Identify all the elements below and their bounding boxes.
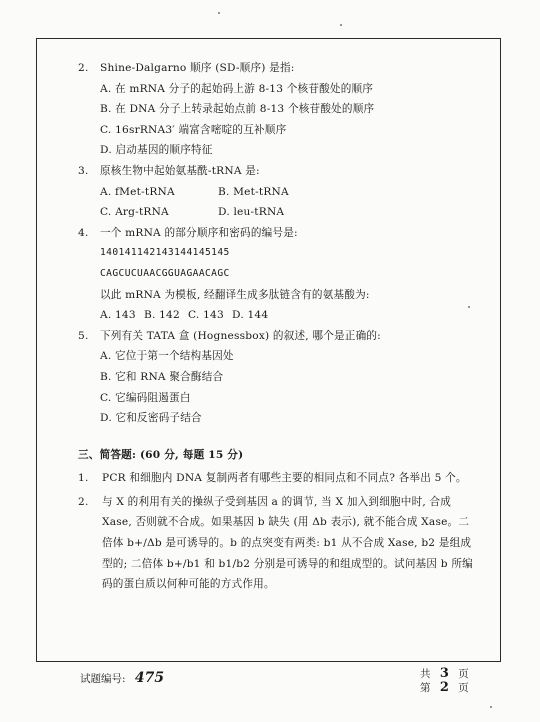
exam-code [80,670,164,686]
option-d: D. leu-tRNA [218,206,285,219]
current-page-label: 第 [420,682,431,694]
essay-question-2 [78,492,478,595]
essay-text: PCR 和细胞内 DNA 复制两者有哪些主要的相同点和不同点? 各举出 5 个。 [102,472,467,485]
scan-speck [490,706,492,708]
question-stem: 一个 mRNA 的部分顺序和密码的编号是: [100,226,298,239]
page-counter [420,667,469,695]
option-c: C. 它编码阻遏蛋白 [100,391,191,404]
question-number: 4. [78,226,89,239]
option-b: B. 在 DNA 分子上转录起始点前 8-13 个核苷酸处的顺序 [100,103,375,116]
question-substem: 以此 mRNA 为模板, 经翻译生成多肽链含有的氨基酸为: [100,288,370,301]
option-c: C. Arg-tRNA [100,206,169,219]
essay-text: 与 X 的利用有关的操纵子受到基因 a 的调节, 当 X 加入到细胞中时, 合成 Xase, 否则就不合成。如果基因 b 缺失 (用 Δb 表示), 就不能合成 Xase。二倍体 b+/Δb 是可诱导的。b 的点突变有两类: b1 从不合成 Xase, b2 是组成型的; 二倍体 b+/b1 和 b1/b2 分别是可诱导的和组成型的。试问基因 b 所编码的蛋白质以何种可能的方式作用。 [102,495,473,591]
total-pages-unit: 页 [458,668,469,680]
current-page [420,681,469,695]
option-c: C. 143 [188,309,224,322]
question-number: 1. [78,472,89,485]
question-3 [78,161,478,182]
option-row [78,202,478,223]
option-c: C. 16srRNA3′ 端富含嘧啶的互补顺序 [100,123,287,136]
question-stem: 下列有关 TATA 盒 (Hognessbox) 的叙述, 哪个是正确的: [100,329,381,342]
current-page-unit: 页 [458,682,469,694]
total-pages-label: 共 [420,668,431,680]
scan-speck [218,12,220,14]
exam-code-value: 475 [134,670,165,686]
section-heading: 三、简答题: (60 分, 每题 15 分) [78,448,244,461]
question-4 [78,223,478,244]
option-b: B. Met-tRNA [218,185,289,198]
mrna-sequence: CAGCUCUAACGGUAGAACAGC [100,267,230,279]
option-a: A. 143 [100,309,136,322]
option-d: D. 144 [232,309,269,322]
option-a: A. 它位于第一个结构基因处 [100,350,234,363]
codon-numbers: 140141142143144145145 [100,247,230,259]
question-stem: Shine-Dalgarno 顺序 (SD-顺序) 是指: [100,62,295,74]
option-a: A. 在 mRNA 分子的起始码上游 8-13 个核苷酸处的顺序 [100,82,374,95]
question-number: 5. [78,329,89,342]
scan-speck [340,24,342,26]
question-5 [78,326,478,347]
total-pages [420,667,469,681]
essay-question-1 [78,468,478,489]
option-a: A. fMet-tRNA [100,185,175,198]
question-number: 3. [78,164,89,177]
current-page-value: 2 [439,680,449,695]
exam-content [78,58,478,595]
option-b: B. 142 [144,309,180,322]
option-b: B. 它和 RNA 聚合酶结合 [100,370,224,383]
exam-code-label: 试题编号: [80,673,126,685]
scan-speck [468,306,470,308]
option-d: D. 它和反密码子结合 [100,412,202,425]
question-stem: 原核生物中起始氨基酰-tRNA 是: [100,164,260,177]
option-d: D. 启动基因的顺序特征 [100,144,213,157]
question-number: 2. [78,62,89,74]
question-2 [78,58,478,79]
total-pages-value: 3 [439,666,449,681]
question-number: 2. [78,495,89,508]
option-row [78,182,478,203]
option-row [78,305,478,326]
